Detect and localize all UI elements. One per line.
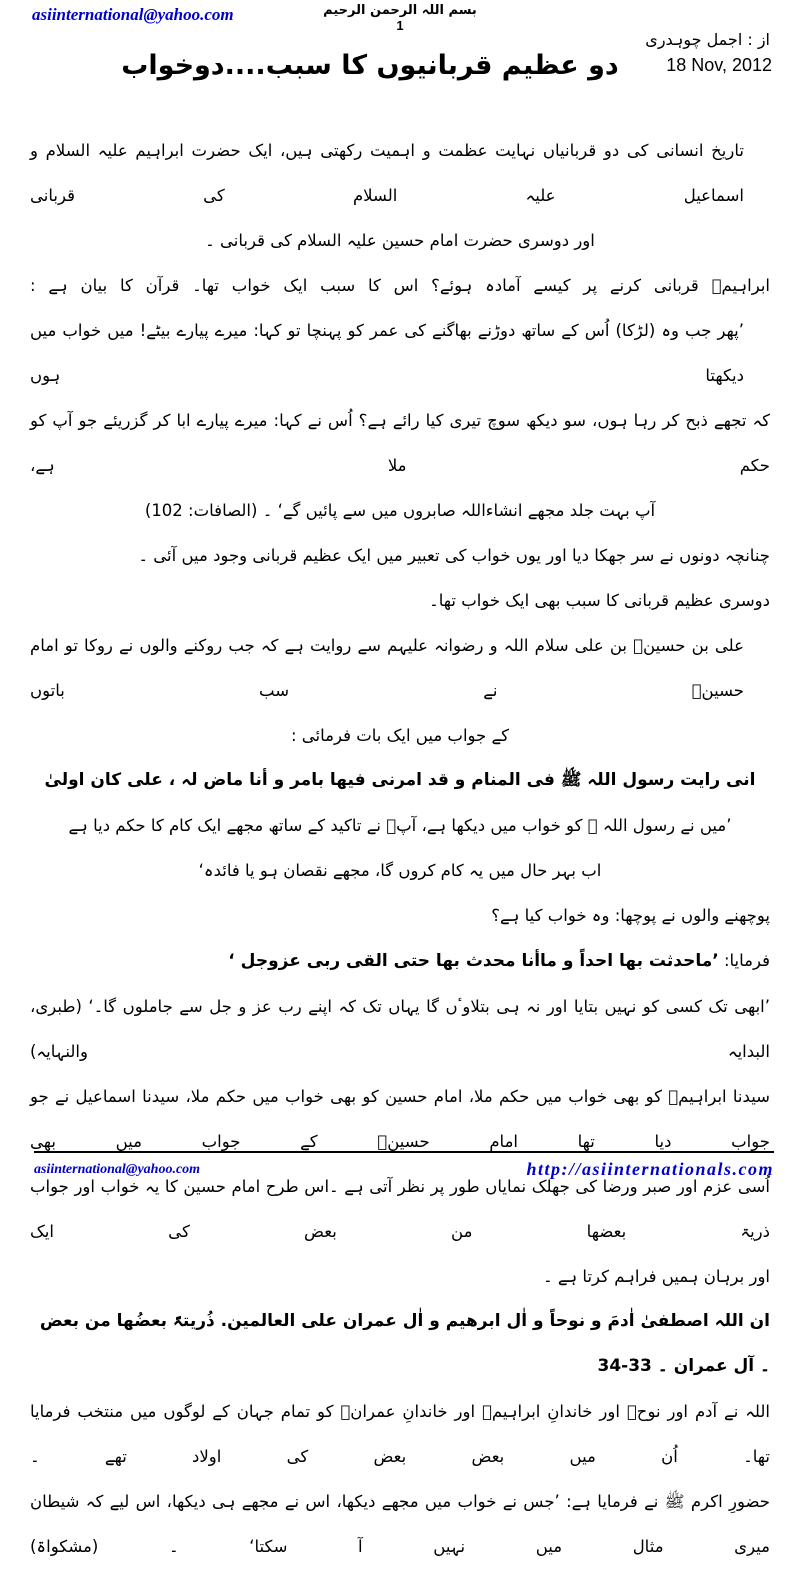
body-line: آپ بہت جلد مجھے انشاءاللہ صابروں میں سے پائیں گے‘ ۔ (الصافات: 102) bbox=[144, 501, 656, 520]
body-line: اُسی عزم اور صبر ورضا کی جھلک نمایاں طور پر نظر آتی ہے ۔اس طرح امام حسین کا یہ خواب اور جواب ذریۃ بعضھا من بعض کی ایک bbox=[30, 1177, 770, 1241]
footer-website-link[interactable]: http://asiinternationals.com bbox=[526, 1159, 774, 1179]
body-line: ’میں نے رسول اللہ ﷺ کو خواب میں دیکھا ہے، آپؐ نے تاکید کے ساتھ مجھے ایک کام کا حکم دیا ہے bbox=[68, 816, 732, 835]
body-line: اللہ نے آدم اور نوحؑ اور خاندانِ ابراہیمؑ اور خاندانِ عمرانؑ کو تمام جہان کے لوگوں میں منتخب فرمایا تھا۔ اُن میں بعض بعض کی اولاد تھے ۔ bbox=[30, 1402, 770, 1466]
body-line: ’ابھی تک کسی کو نہیں بتایا اور نہ ہی بتلاوٴں گا یہاں تک کہ اپنے رب عز و جل سے جاملوں گا۔‘ (طبری، البدایہ والنہایہ) bbox=[30, 997, 770, 1061]
author-byline: از : اجمل چوہدری bbox=[645, 30, 770, 49]
body-line: پوچھنے والوں نے پوچھا: وہ خواب کیا ہے؟ bbox=[491, 906, 770, 925]
document-title: دو عظیم قربانیوں کا سبب....دوخواب bbox=[121, 50, 619, 81]
body-line: اور برہان ہمیں فراہم کرتا ہے ۔ bbox=[542, 1267, 770, 1286]
footer-email-link[interactable]: asiinternational@yahoo.com bbox=[34, 1162, 201, 1177]
body-line: کے جواب میں ایک بات فرمائی : bbox=[290, 726, 510, 745]
body-line: دوسری عظیم قربانی کا سبب بھی ایک خواب تھا۔ bbox=[429, 591, 770, 610]
urdu-text-segment: فرمایا: bbox=[718, 951, 770, 970]
page-number: 1 bbox=[396, 18, 404, 33]
footer-divider bbox=[34, 1151, 774, 1153]
body-line: ان اللہ اصطفیٰ اٰدمَ و نوحاً و اٰل ابرھیم و اٰل عمران علی العالمین. ذُریتہً بعضُھا من بعض ۔ آل عمران ۔ 33-34 bbox=[39, 1311, 770, 1376]
arabic-quote-segment: ’ماحدثت بھا احداً و ماأنا محدث بھا حتی القی ربی عزوجل ‘ bbox=[228, 951, 719, 971]
document-body bbox=[30, 128, 770, 1569]
header-email-link[interactable]: asiinternational@yahoo.com bbox=[32, 5, 234, 24]
body-line: حضورِ اکرم ﷺ نے فرمایا ہے: ’جس نے خواب میں مجھے دیکھا، اس نے مجھے ہی دیکھا، اس لیے کہ شیطان میری مثال میں نہیں آ سکتا‘ ۔ (مشکواۃ) bbox=[30, 1492, 770, 1556]
bismillah-text: بسم اللہ الرحمن الرحیم bbox=[323, 3, 477, 18]
body-line: علی بن حسینؑ بن علی سلام اللہ و رضوانہ علیہم سے روایت ہے کہ جب روکنے والوں نے روکا تو امام حسینؑ نے سب باتوں bbox=[30, 636, 744, 700]
body-line: سیدنا ابراہیمؑ کو بھی خواب میں حکم ملا، امام حسین کو بھی خواب میں حکم ملا، سیدنا اسماعیل نے جو جواب دیا تھا امام حسینؑ کے جواب میں بھی bbox=[30, 1087, 770, 1151]
body-line: اور دوسری حضرت امام حسین علیہ السلام کی قربانی ۔ bbox=[205, 231, 595, 250]
document-date: 18 Nov, 2012 bbox=[666, 55, 772, 75]
body-line: اب بہر حال میں یہ کام کروں گا، مجھے نقصان ہو یا فائدہ‘ bbox=[198, 861, 602, 880]
body-line: چنانچہ دونوں نے سر جھکا دیا اور یوں خواب کی تعبیر میں ایک عظیم قربانی وجود میں آئی ۔ bbox=[138, 546, 770, 565]
body-line: انی رایت رسول اللہ ﷺ فی المنام و قد امرنی فیھا بامر و أنا ماض لہ ، علی کان اولیٰ bbox=[44, 770, 756, 790]
body-line: تاریخ انسانی کی دو قربانیاں نہایت عظمت و اہمیت رکھتی ہیں، ایک حضرت ابراہیم علیہ السلام و اسماعیل علیہ السلام کی قربانی bbox=[30, 141, 744, 205]
body-line: ابراہیمؑ قربانی کرنے پر کیسے آمادہ ہوئے؟ اس کا سبب ایک خواب تھا۔ قرآن کا بیان ہے : bbox=[30, 276, 770, 295]
body-line: کہ تجھے ذبح کر رہا ہوں، سو دیکھ سوچ تیری کیا رائے ہے؟ اُس نے کہا: میرے پیارے ابا کر گزریئے جو آپ کو حکم ملا ہے، bbox=[30, 411, 770, 475]
body-line: ’پھر جب وہ (لڑکا) اُس کے ساتھ دوڑنے بھاگنے کی عمر کو پہنچا تو کہا: میرے پیارے بیٹے! میں خواب میں دیکھتا ہوں bbox=[30, 321, 744, 385]
page-header bbox=[0, 0, 800, 110]
body-line bbox=[30, 938, 770, 984]
